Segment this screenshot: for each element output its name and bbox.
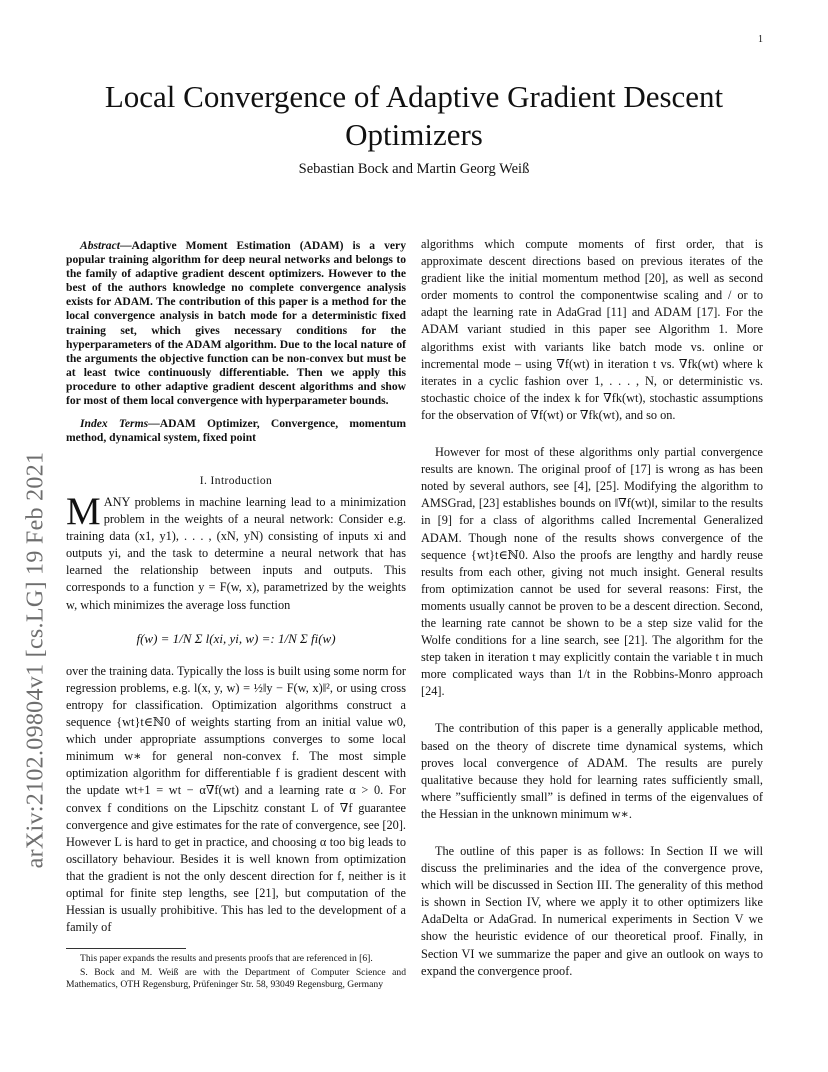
intro-text-1: ANY problems in machine learning lead to a minimization problem in the weights of a neural network: Consider e.g. training data (x1, y1), . . . , (xN, yN) consisting of inputs xi and outputs yi, and the task to determine a neural network that has learned the relationship between inputs and outputs. This corresponds to a function y = F(w, x), parametrized by the weights w, which minimizes the average loss function — [66, 495, 406, 612]
paper-authors: Sebastian Bock and Martin Georg Weiß — [298, 161, 530, 177]
left-column — [66, 239, 406, 445]
abstract-label: Abstract — [80, 239, 120, 252]
right-paragraph-1: algorithms which compute moments of first order, that is approximate descent directions based on previous iterates of the gradient like the initial momentum method [20], as well as second order moments to control the componentwise scaling and / or to adapt the learning rate in AdaGrad [11] and ADAM [17]. For the ADAM variant studied in this paper see Algorithm 1. More algorithms exist with variants like batch mode vs. online or incremental mode – using ∇f(wt) in iteration t vs. ∇fk(wt) where k iterates in a cyclic fashion over 1, . . . , N, or deterministic vs. stochastic choice of the index k for ∇fk(wt), stochastic assumptions for the observation of ∇f(wt) or ∇fk(wt), and so on. — [421, 237, 763, 422]
section-heading-introduction: I. Introduction — [199, 475, 273, 487]
index-terms-label: Index Terms — [80, 417, 149, 431]
right-paragraph-2: However for most of these algorithms only partial convergence results are known. The original proof of [17] is wrong as has been noted by several authors, see [4], [25]. Modifying the algorithm to AMSGrad, [23] establishes bounds on ‖∇f(wt)‖, similar to the results in [9] for a class of algorithms called Incremental Generalized ADAM. Though none of the results shows convergence of the sequence {wt}t∈ℕ0. Also the proofs are lengthy and hardly reuse results from each other, giving not much insight. General results from optimization cannot be used for several reasons: First, the moments usually cannot be proven to be a descent direction. Second, the learning rate cannot be shown to be a step size valid for the Wolfe conditions for a line search, see [21]. The algorithm for the step taken in iteration t may explicitly contain the variable t in much more complicated ways than 1/t in the Robbins-Monro approach [24]. — [421, 445, 763, 699]
footnote-2: S. Bock and M. Weiß are with the Department of Computer Science and Mathematics, OTH Regensburg, Prüfeninger Str. 58, 93049 Regensburg, Germany — [66, 967, 406, 991]
intro-block — [66, 490, 406, 936]
abstract-text: —Adaptive Moment Estimation (ADAM) is a very popular training algorithm for deep neural networks and belongs to the family of adaptive gradient descent optimizers. However to the best of the authors knowledge no complete convergence analysis exists for ADAM. The contribution of this paper is a method for the local convergence analysis in batch mode for a deterministic fixed training set, which gives necessary conditions for the hyperparameters of the ADAM algorithm. Due to the local nature of the arguments the objective function can be non-convex but must be at least twice continuously differentiable. Then we apply this procedure to other adaptive gradient descent algorithms and show for most of them local convergence with hyperparameter bounds. — [66, 239, 406, 408]
page-number: 1 — [758, 34, 763, 45]
loss-formula: f(w) = 1/N Σ l(xi, yi, w) =: 1/N Σ fi(w) — [136, 630, 336, 646]
footnote-rule — [66, 948, 186, 949]
abstract — [66, 239, 406, 408]
arxiv-side-identifier: arXiv:2102.09804v1 [cs.LG] 19 Feb 2021 — [22, 451, 49, 869]
intro-paragraph-2: over the training data. Typically the loss is built using some norm for regression problems, e.g. l(x, y, w) = ½‖y − F(w, x)‖², or using cross entropy for classification. Optimization algorithms construct a sequence {wt}t∈ℕ0 of weights starting from an initial value w0, which under appropriate assumptions converges to some local minimum w∗ for general non-convex f. The most simple optimization algorithm for differentiable f is gradient descent with the update wt+1 = wt − α∇f(wt) and a learning rate α > 0. For convex f conditions on the Lipschitz constant L of ∇f guarantee convergence and give estimates for the rate of convergence, see [20]. However L is hard to get in practice, and choosing α too big leads to oscillatory behaviour. Besides it is well known from optimization that the gradient is not the only descent direction for f, neither is it optimal for finite step lengths, see [21], but computation of the Hessian is usually prohibitive. This has led to the development of a family of — [66, 663, 406, 935]
right-column — [421, 236, 763, 980]
right-paragraph-3: The contribution of this paper is a generally applicable method, based on the theory of discrete time dynamical systems, which proves local convergence of ADAM. The results are purely qualitative because they hold for learning rates sufficiently small, where ”sufficiently small” is defined in terms of the eigenvalues of the Hessian in the unknown minimum w∗. — [421, 721, 763, 821]
paper-title: Local Convergence of Adaptive Gradient Descent Optimizers — [104, 79, 724, 152]
right-paragraph-4: The outline of this paper is as follows: In Section II we will discuss the preliminaries and the idea of the convergence prove, which will be discussed in Section III. The generality of this method is shown in Section IV, where we apply it to other optimizers like AdaDelta or AdaGrad. In numerical experiments in Section V we show the heuristic evidence of our theoretical proof. Finally, in Section VI we summarize the paper and give an outlook on ways to expand the convergence proof. — [421, 844, 763, 978]
index-terms — [66, 417, 406, 445]
index-terms-text: —ADAM Optimizer, Convergence, momentum method, dynamical system, fixed point — [66, 417, 406, 445]
intro-paragraph-1 — [66, 490, 406, 614]
drop-cap: M — [66, 490, 101, 533]
footnote-1: This paper expands the results and presents proofs that are referenced in [6]. — [80, 953, 373, 964]
footnotes — [66, 953, 406, 991]
